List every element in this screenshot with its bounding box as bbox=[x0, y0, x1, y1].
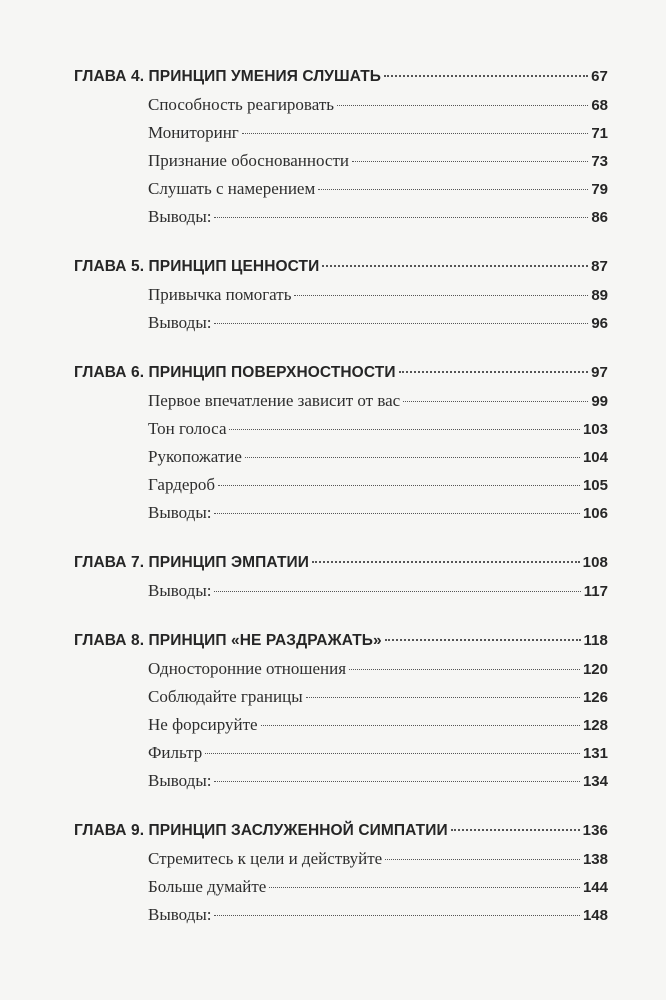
section-title: Признание обоснованности bbox=[148, 151, 349, 170]
section-entry[interactable] bbox=[74, 739, 608, 767]
section-page-number: 99 bbox=[591, 393, 608, 410]
section-title: Не форсируйте bbox=[148, 715, 258, 734]
section-entry[interactable] bbox=[74, 147, 608, 175]
section-title: Мониторинг bbox=[148, 123, 239, 142]
chapter-entry[interactable] bbox=[74, 359, 608, 387]
chapter-entry[interactable] bbox=[74, 627, 608, 655]
section-page-number: 126 bbox=[582, 689, 608, 706]
dot-leader bbox=[214, 781, 579, 782]
section-page-number: 144 bbox=[582, 879, 608, 896]
dot-leader bbox=[312, 561, 580, 563]
dot-leader bbox=[403, 401, 588, 402]
chapter-block bbox=[74, 549, 608, 605]
section-entry[interactable] bbox=[74, 767, 608, 795]
section-page-number: 138 bbox=[582, 851, 608, 868]
section-entry[interactable] bbox=[74, 901, 608, 929]
chapter-block bbox=[74, 63, 608, 231]
section-title: Слушать с намерением bbox=[148, 179, 316, 198]
section-entry[interactable] bbox=[74, 387, 608, 415]
chapter-title: ГЛАВА 9. ПРИНЦИП ЗАСЛУЖЕННОЙ СИМПАТИИ bbox=[74, 822, 448, 839]
section-entry[interactable] bbox=[74, 415, 608, 443]
section-title: Больше думайте bbox=[148, 877, 267, 896]
section-page-number: 89 bbox=[591, 287, 608, 304]
dot-leader bbox=[245, 457, 580, 458]
section-page-number: 79 bbox=[591, 181, 608, 198]
chapter-entry[interactable] bbox=[74, 817, 608, 845]
dot-leader bbox=[205, 753, 580, 754]
chapter-block bbox=[74, 627, 608, 795]
section-page-number: 105 bbox=[582, 477, 608, 494]
dot-leader bbox=[261, 725, 580, 726]
section-entry[interactable] bbox=[74, 471, 608, 499]
section-title: Выводы: bbox=[148, 771, 212, 790]
section-page-number: 96 bbox=[591, 315, 608, 332]
section-entry[interactable] bbox=[74, 443, 608, 471]
dot-leader bbox=[306, 697, 580, 698]
section-title: Выводы: bbox=[148, 503, 212, 522]
section-entry[interactable] bbox=[74, 655, 608, 683]
dot-leader bbox=[214, 915, 579, 916]
chapter-page-number: 67 bbox=[591, 68, 608, 85]
chapter-page-number: 97 bbox=[591, 364, 608, 381]
section-entry[interactable] bbox=[74, 175, 608, 203]
section-entry[interactable] bbox=[74, 683, 608, 711]
dot-leader bbox=[214, 513, 579, 514]
dot-leader bbox=[214, 591, 580, 592]
chapter-block bbox=[74, 253, 608, 337]
section-page-number: 106 bbox=[582, 505, 608, 522]
section-title: Выводы: bbox=[148, 207, 212, 226]
dot-leader bbox=[214, 217, 588, 218]
section-page-number: 71 bbox=[591, 125, 608, 142]
dot-leader bbox=[451, 829, 580, 831]
dot-leader bbox=[229, 429, 579, 430]
section-title: Односторонние отношения bbox=[148, 659, 347, 678]
section-page-number: 148 bbox=[582, 907, 608, 924]
dot-leader bbox=[294, 295, 588, 296]
section-entry[interactable] bbox=[74, 577, 608, 605]
section-page-number: 117 bbox=[583, 583, 608, 600]
chapter-page-number: 108 bbox=[582, 554, 608, 571]
chapter-title: ГЛАВА 4. ПРИНЦИП УМЕНИЯ СЛУШАТЬ bbox=[74, 68, 382, 85]
dot-leader bbox=[322, 265, 588, 267]
section-page-number: 68 bbox=[591, 97, 608, 114]
chapter-entry[interactable] bbox=[74, 549, 608, 577]
dot-leader bbox=[385, 859, 580, 860]
section-title: Привычка помогать bbox=[148, 285, 292, 304]
section-entry[interactable] bbox=[74, 845, 608, 873]
section-title: Фильтр bbox=[148, 743, 203, 762]
dot-leader bbox=[385, 639, 581, 641]
section-entry[interactable] bbox=[74, 711, 608, 739]
section-entry[interactable] bbox=[74, 91, 608, 119]
dot-leader bbox=[352, 161, 588, 162]
section-page-number: 128 bbox=[582, 717, 608, 734]
section-entry[interactable] bbox=[74, 203, 608, 231]
section-title: Способность реагировать bbox=[148, 95, 335, 114]
section-page-number: 86 bbox=[591, 209, 608, 226]
chapter-page-number: 87 bbox=[591, 258, 608, 275]
chapter-entry[interactable] bbox=[74, 63, 608, 91]
dot-leader bbox=[218, 485, 580, 486]
chapter-title: ГЛАВА 7. ПРИНЦИП ЭМПАТИИ bbox=[74, 554, 309, 571]
chapter-page-number: 118 bbox=[583, 632, 608, 649]
section-page-number: 134 bbox=[582, 773, 608, 790]
section-title: Выводы: bbox=[148, 581, 212, 600]
section-entry[interactable] bbox=[74, 499, 608, 527]
section-title: Гардероб bbox=[148, 475, 216, 494]
section-title: Тон голоса bbox=[148, 419, 227, 438]
section-title: Соблюдайте границы bbox=[148, 687, 303, 706]
chapter-page-number: 136 bbox=[582, 822, 608, 839]
chapter-block bbox=[74, 817, 608, 929]
table-of-contents bbox=[74, 63, 608, 951]
chapter-title: ГЛАВА 8. ПРИНЦИП «НЕ РАЗДРАЖАТЬ» bbox=[74, 632, 382, 649]
section-page-number: 104 bbox=[582, 449, 608, 466]
section-title: Первое впечатление зависит от вас bbox=[148, 391, 401, 410]
section-entry[interactable] bbox=[74, 281, 608, 309]
chapter-title: ГЛАВА 6. ПРИНЦИП ПОВЕРХНОСТНОСТИ bbox=[74, 364, 396, 381]
section-title: Рукопожатие bbox=[148, 447, 242, 466]
dot-leader bbox=[349, 669, 580, 670]
section-entry[interactable] bbox=[74, 119, 608, 147]
dot-leader bbox=[384, 75, 588, 77]
dot-leader bbox=[318, 189, 588, 190]
dot-leader bbox=[242, 133, 589, 134]
section-page-number: 120 bbox=[582, 661, 608, 678]
section-title: Выводы: bbox=[148, 905, 212, 924]
section-page-number: 103 bbox=[582, 421, 608, 438]
chapter-block bbox=[74, 359, 608, 527]
section-title: Выводы: bbox=[148, 313, 212, 332]
section-page-number: 73 bbox=[591, 153, 608, 170]
section-entry[interactable] bbox=[74, 873, 608, 901]
dot-leader bbox=[269, 887, 580, 888]
section-entry[interactable] bbox=[74, 309, 608, 337]
section-page-number: 131 bbox=[582, 745, 608, 762]
dot-leader bbox=[337, 105, 588, 106]
dot-leader bbox=[399, 371, 589, 373]
chapter-title: ГЛАВА 5. ПРИНЦИП ЦЕННОСТИ bbox=[74, 258, 320, 275]
section-title: Стремитесь к цели и действуйте bbox=[148, 849, 383, 868]
chapter-entry[interactable] bbox=[74, 253, 608, 281]
dot-leader bbox=[214, 323, 588, 324]
